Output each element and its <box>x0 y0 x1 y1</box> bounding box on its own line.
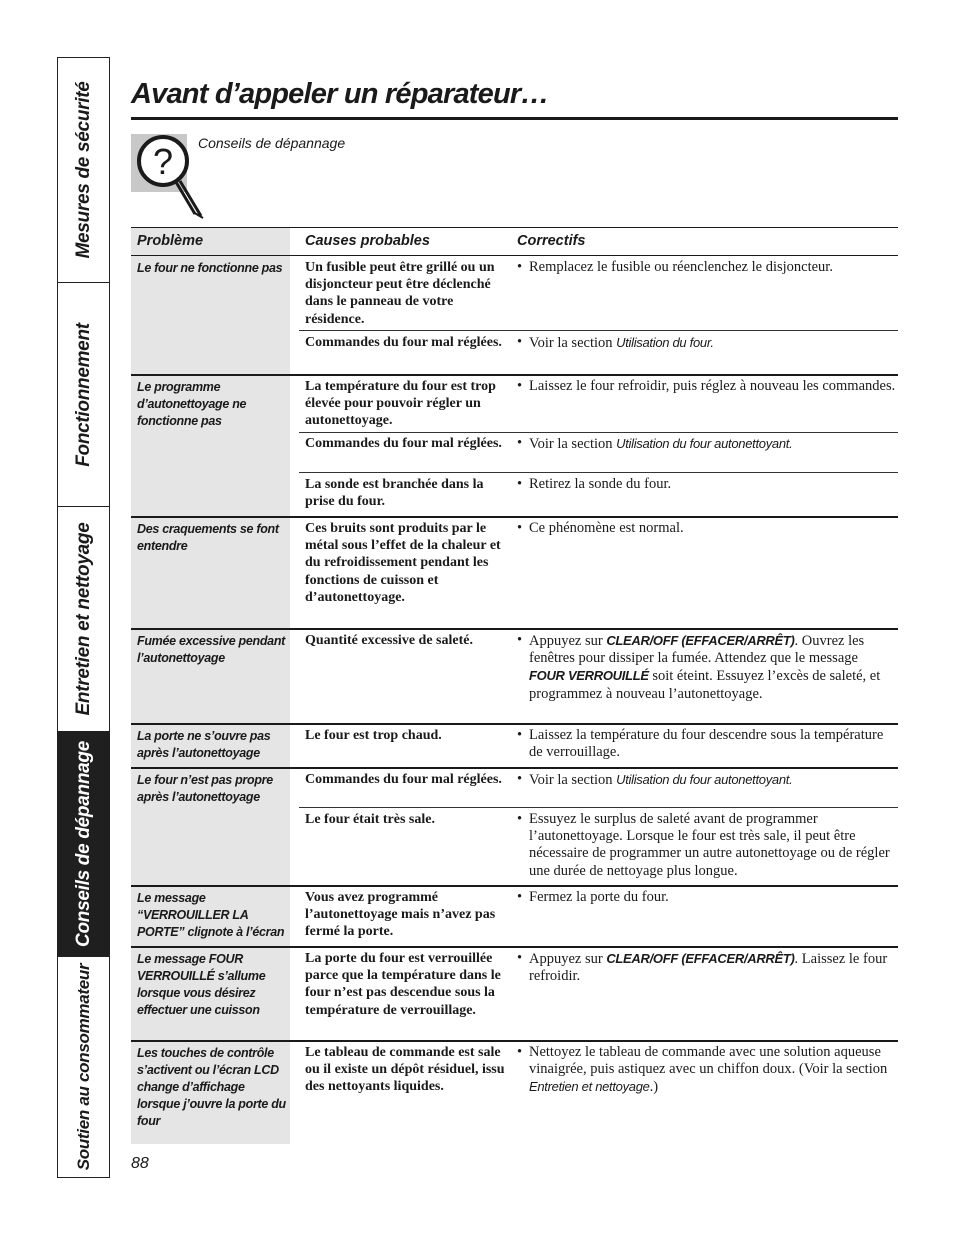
title-rule <box>131 117 898 120</box>
fix-cell: • Remplacez le fusible ou réenclenchez le disjoncteur. <box>517 259 897 276</box>
column-header-correctifs: Correctifs <box>517 233 586 249</box>
problem-cell: Fumée excessive pendant l’autonettoyage <box>137 634 286 665</box>
fix-cell: • Retirez la sonde du four. <box>517 476 897 493</box>
fix-cell: • Voir la section Utilisation du four. <box>517 334 897 352</box>
cause-cell: Commandes du four mal réglées. <box>305 335 502 350</box>
table-header <box>131 227 898 256</box>
fix-cell: • Essuyez le surplus de saleté avant de programmer l’autonettoyage. Lorsque le four est très sale, il peut être nécessaire de programmer un autre autonettoyage ou de régler une durée de nettoyage plus longue. <box>517 811 897 880</box>
row-divider <box>299 807 898 808</box>
tab-fonctionnement[interactable]: Fonctionnement <box>57 282 110 507</box>
fix-cell: • Appuyez sur CLEAR/OFF (EFFACER/ARRÊT). Ouvrez les fenêtres pour dissiper la fumée. Attendez que le message FOUR VERROUILLÉ soit éteint. Essuyez l’excès de saleté, et programmez à nouveau l’autonettoyage. <box>517 632 897 703</box>
page-number: 88 <box>131 1155 149 1172</box>
problem-cell: Des craquements se font entendre <box>137 522 279 553</box>
cause-cell: Commandes du four mal réglées. <box>305 436 502 451</box>
problem-cell: Le message “VERROUILLER LA PORTE” clignote à l’écran <box>137 891 285 939</box>
group-divider <box>131 946 898 948</box>
group-divider <box>131 767 898 769</box>
fix-cell: • Laissez la température du four descendre sous la température de verrouillage. <box>517 727 897 761</box>
side-tabs <box>57 57 110 1178</box>
cause-cell: La porte du four est verrouillée parce que la température dans le four n’est pas descendue sous la température de verrouillage. <box>305 951 501 1018</box>
cause-cell: Le four était très sale. <box>305 812 435 827</box>
problem-cell: Le four ne fonctionne pas <box>137 261 283 275</box>
group-divider <box>131 374 898 376</box>
fix-cell: • Nettoyez le tableau de commande avec une solution aqueuse vinaigrée, puis astiquez avec un chiffon doux. (Voir la section Entretien et nettoyage.) <box>517 1044 897 1097</box>
tab-conseils-de-depannage[interactable]: Conseils de dépannage <box>57 731 110 957</box>
cause-cell: Le tableau de commande est sale ou il existe un dépôt résiduel, issu des nettoyants liquides. <box>305 1045 505 1095</box>
fix-cell: • Laissez le four refroidir, puis réglez à nouveau les commandes. <box>517 378 897 395</box>
row-divider <box>299 432 898 433</box>
group-divider <box>131 628 898 630</box>
cause-cell: Vous avez programmé l’autonettoyage mais n’avez pas fermé la porte. <box>305 890 496 940</box>
cause-cell: La sonde est branchée dans la prise du four. <box>305 477 484 510</box>
cause-cell: Commandes du four mal réglées. <box>305 772 502 787</box>
fix-cell: • Fermez la porte du four. <box>517 889 897 906</box>
tab-mesures-de-securite[interactable]: Mesures de sécurité <box>57 57 110 283</box>
svg-text:?: ? <box>152 141 174 182</box>
problem-cell: Le message FOUR VERROUILLÉ s’allume lorsque vous désirez effectuer une cuisson <box>137 952 266 1017</box>
fix-cell: • Appuyez sur CLEAR/OFF (EFFACER/ARRÊT). Laissez le four refroidir. <box>517 950 897 985</box>
problem-cell: La porte ne s’ouvre pas après l’autonettoyage <box>137 729 271 760</box>
cause-cell: Le four est trop chaud. <box>305 728 442 743</box>
cause-cell: Un fusible peut être grillé ou un disjoncteur peut être déclenché dans le panneau de votre résidence. <box>305 260 495 327</box>
group-divider <box>131 885 898 887</box>
fix-cell: • Voir la section Utilisation du four autonettoyant. <box>517 435 897 453</box>
row-divider <box>299 472 898 473</box>
group-divider <box>131 723 898 725</box>
tab-soutien-au-consommateur[interactable]: Soutien au consommateur <box>57 956 110 1178</box>
group-divider <box>131 516 898 518</box>
column-header-probleme: Problème <box>137 233 204 249</box>
problem-cell: Les touches de contrôle s’activent ou l’écran LCD change d’affichage lorsque j’ouvre la porte du four <box>137 1046 286 1128</box>
cause-cell: La température du four est trop élevée pour pouvoir régler un autonettoyage. <box>305 379 496 429</box>
column-header-causes: Causes probables <box>305 233 430 249</box>
section-subtitle: Conseils de dépannage <box>198 135 346 151</box>
page-title: Avant d’appeler un réparateur… <box>131 78 549 110</box>
tab-entretien-et-nettoyage[interactable]: Entretien et nettoyage <box>57 506 110 732</box>
cause-cell: Ces bruits sont produits par le métal sous l’effet de la chaleur et du refroidissement pendant les fonctions de cuisson et d’autonettoyage. <box>305 521 501 605</box>
cause-cell: Quantité excessive de saleté. <box>305 633 473 648</box>
problem-cell: Le four n’est pas propre après l’autonettoyage <box>137 773 273 804</box>
fix-cell: • Ce phénomène est normal. <box>517 520 897 537</box>
fix-cell: • Voir la section Utilisation du four autonettoyant. <box>517 771 897 789</box>
row-divider <box>299 330 898 331</box>
problem-cell: Le programme d’autonettoyage ne fonctionne pas <box>137 380 247 428</box>
group-divider <box>131 1040 898 1042</box>
